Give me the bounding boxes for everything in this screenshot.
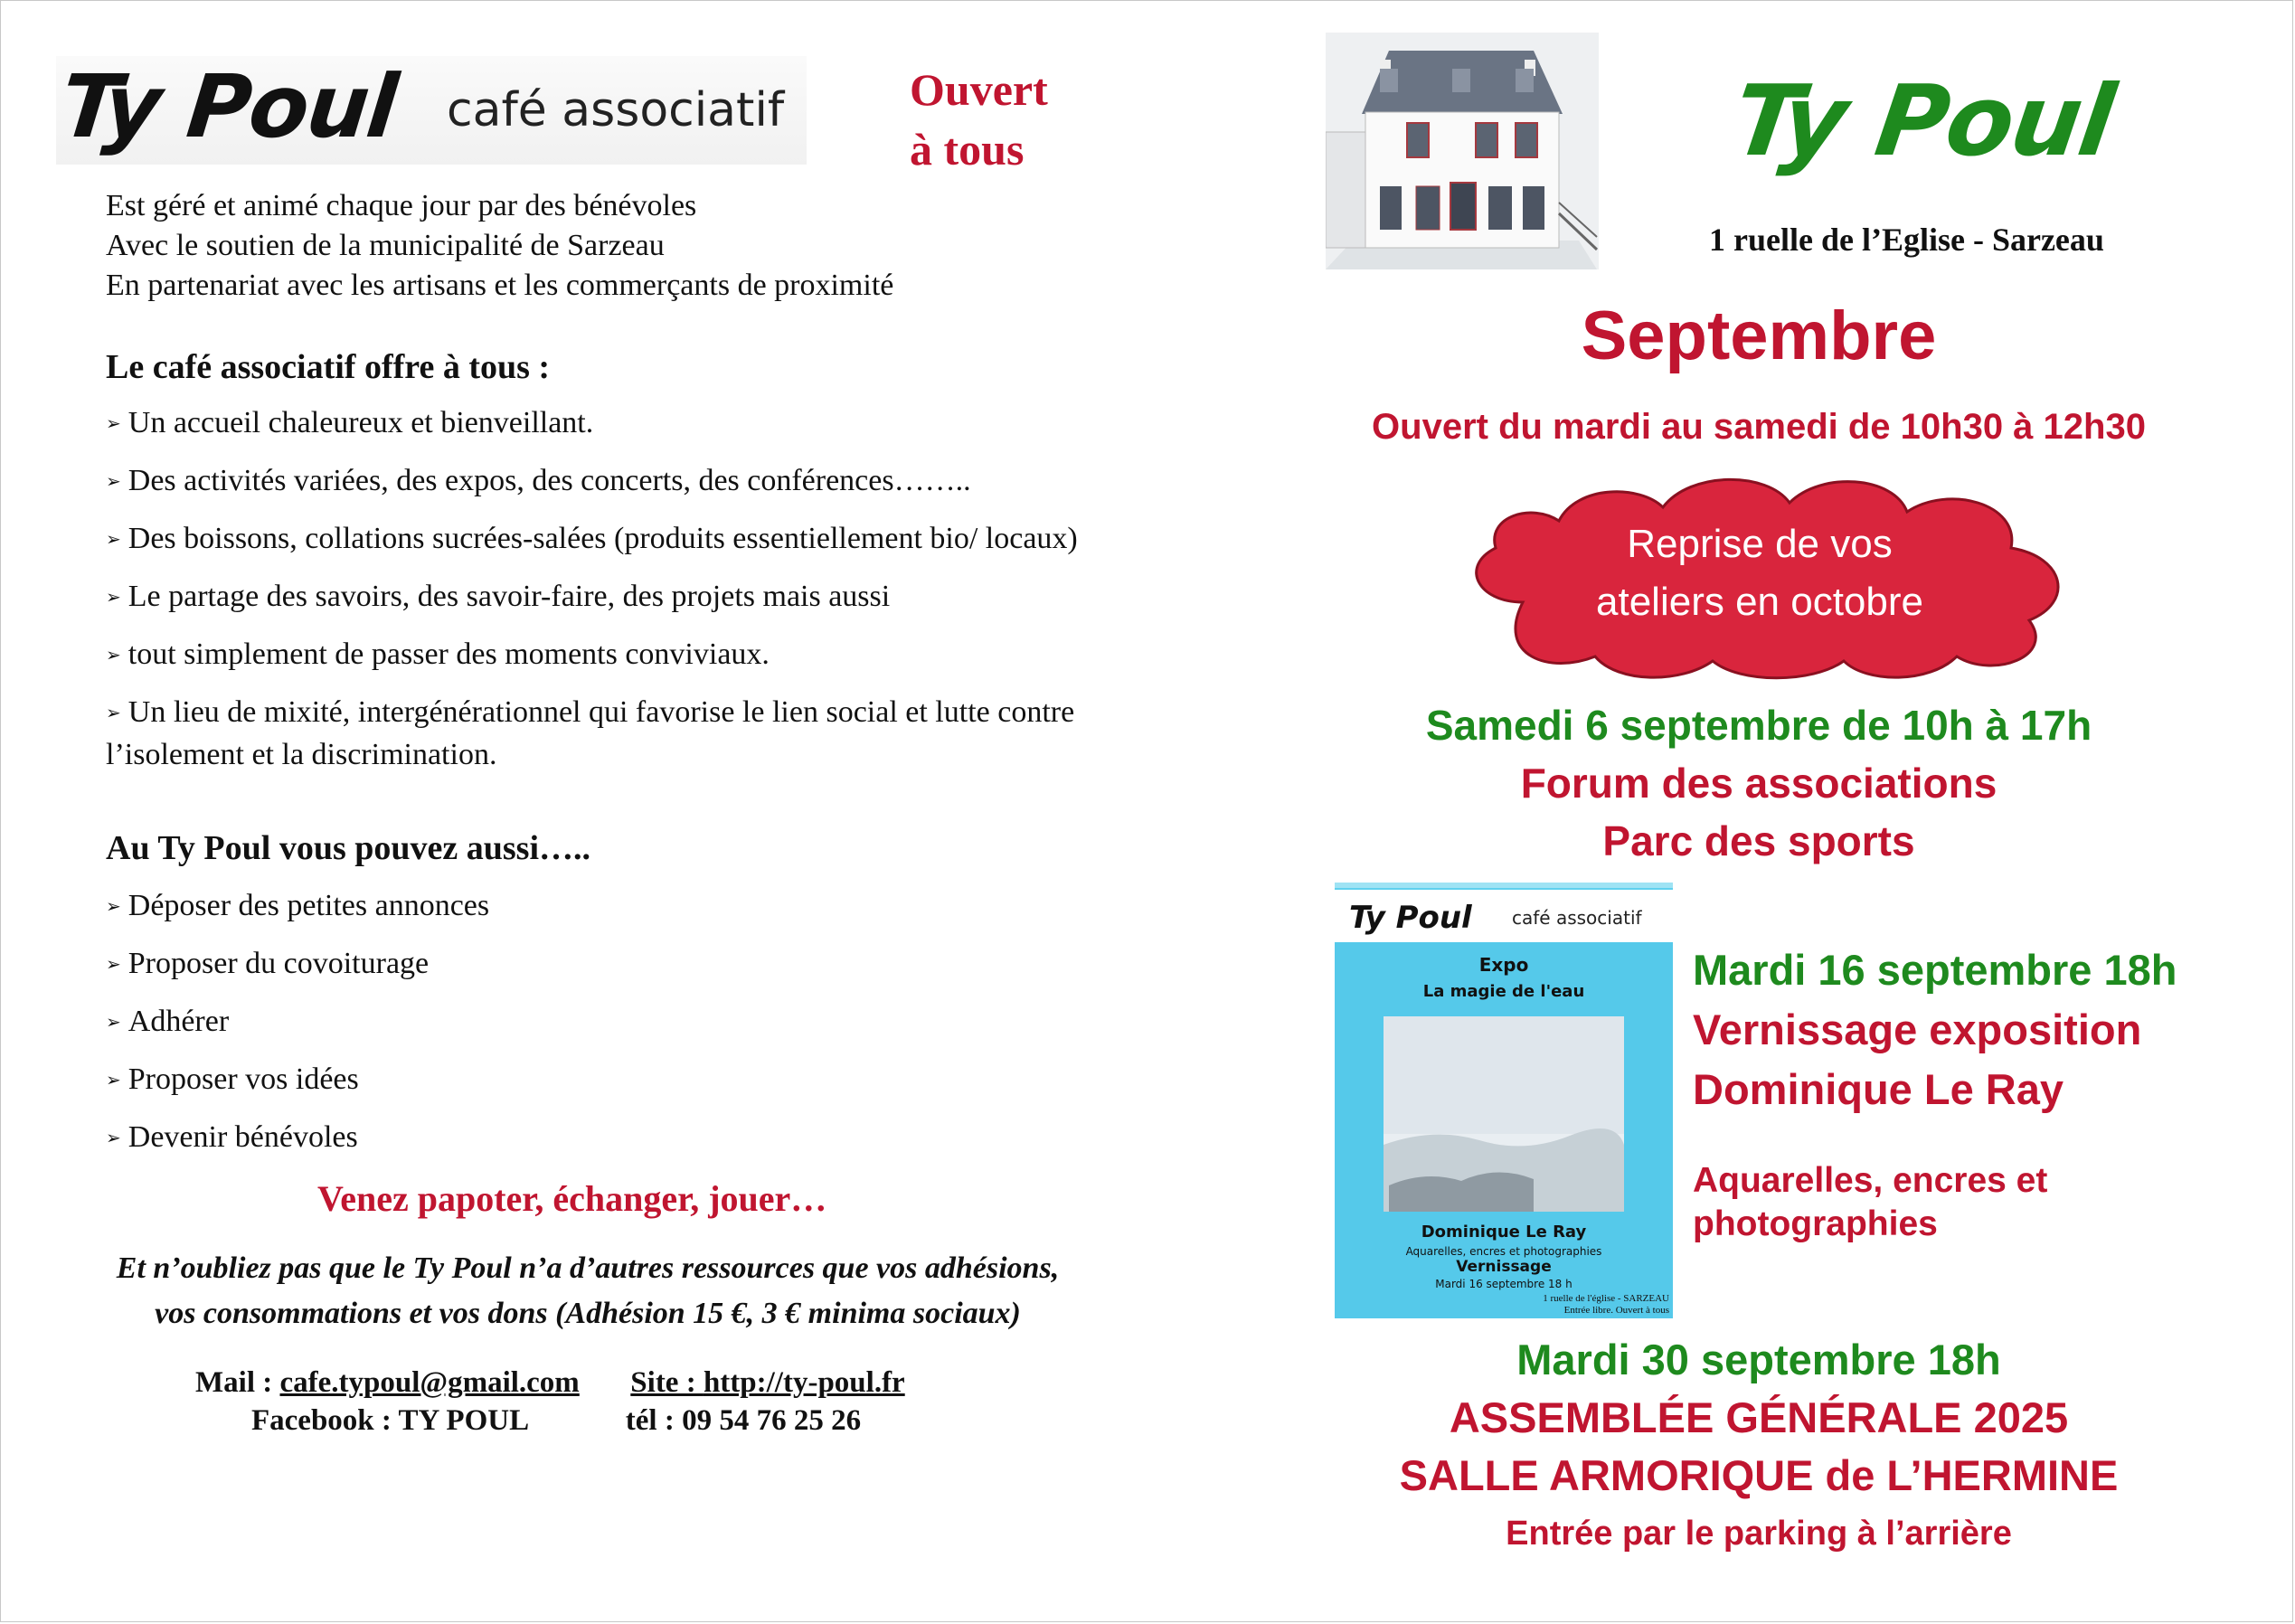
event-date: Mardi 16 septembre 18h (1693, 946, 2177, 994)
event-place: Parc des sports (1602, 817, 1915, 864)
phone-text: tél : 09 54 76 25 26 (625, 1404, 862, 1437)
arrow-bullet-icon: ➢ (106, 953, 121, 975)
month-title: Septembre (1581, 297, 1937, 374)
event-place: SALLE ARMORIQUE de L’HERMINE (1399, 1451, 2119, 1499)
event-note: Entrée par le parking à l’arrière (1506, 1515, 2012, 1553)
event-forum (1176, 696, 2295, 870)
opening-hours: Ouvert du mardi au samedi de 10h30 à 12h30 (1372, 407, 2146, 447)
event-vernissage-subtitle: Aquarelles, encres et photographies (1693, 1161, 2048, 1243)
cafe-building-illustration (1326, 33, 1599, 269)
ressources-note: Et n’oubliez pas que le Ty Poul n’a d’autres ressources que vos adhésions, vos consommations et vos dons (Adhésion 15 €, 3 € minima sociaux) (116, 1251, 1060, 1330)
intro-text (106, 186, 893, 306)
list-item: ➢ Déposer des petites annonces (106, 889, 490, 922)
contact-block: Mail : cafe.typoul@gmail.com Site : http://ty-poul.fr Facebook : TY POUL tél : 09 54 76 25 26 (195, 1366, 905, 1437)
offre-list (106, 403, 1091, 790)
intro-line: Avec le soutien de la municipalité de Sarzeau (106, 229, 665, 262)
logo-name: Ty Poul (56, 56, 401, 157)
poster-vernissage: Vernissage (1456, 1258, 1552, 1276)
poster-media: Aquarelles, encres et photographies (1405, 1245, 1602, 1258)
expo-poster (1335, 883, 1673, 1318)
arrow-bullet-icon: ➢ (106, 702, 121, 723)
arrow-bullet-icon: ➢ (106, 644, 121, 666)
poster-theme: La magie de l'eau (1422, 982, 1585, 1001)
list-item: ➢ Devenir bénévoles (106, 1120, 358, 1154)
arrow-bullet-icon: ➢ (106, 586, 121, 608)
poster-logo-name: Ty Poul (1349, 900, 1472, 936)
poster-expo: Expo (1478, 954, 1529, 976)
intro-line: Est géré et animé chaque jour par des bénévoles (106, 189, 697, 222)
site-link[interactable]: http://ty-poul.fr (703, 1366, 905, 1399)
email-link[interactable]: cafe.typoul@gmail.com (279, 1366, 580, 1399)
address: 1 ruelle de l’Eglise - Sarzeau (1709, 222, 2104, 258)
venez-tagline: Venez papoter, échanger, jouer… (317, 1178, 827, 1219)
event-assemblee (1176, 1331, 2295, 1563)
list-item: ➢ Des boissons, collations sucrées-salées (produits essentiellement bio/ locaux) (106, 522, 1078, 555)
poster-logo-subtitle: café associatif (1512, 907, 1642, 929)
arrow-bullet-icon: ➢ (106, 528, 121, 550)
cloud-text: Reprise de vos ateliers en octobre (1596, 522, 1923, 624)
list-item: ➢ Des activités variées, des expos, des concerts, des conférences…….. (106, 464, 971, 497)
list-item: ➢ tout simplement de passer des moments conviviaux. (106, 637, 770, 671)
intro-line: En partenariat avec les artisans et les commerçants de proximité (106, 269, 894, 302)
expo-poster-graphic (1335, 883, 1673, 1318)
poster-address: 1 ruelle de l'église - SARZEAU (1543, 1293, 1669, 1304)
event-artist: Dominique Le Ray (1693, 1065, 2064, 1113)
event-date: Mardi 30 septembre 18h (1516, 1336, 2001, 1383)
list-item: ➢ Proposer vos idées (106, 1062, 359, 1096)
aussi-list (106, 886, 489, 1176)
event-vernissage (1693, 940, 2177, 1119)
poster-artist: Dominique Le Ray (1421, 1223, 1587, 1242)
list-item: ➢ Proposer du covoiturage (106, 947, 430, 980)
ouvert-a-tous: Ouvert à tous (910, 64, 1048, 175)
arrow-bullet-icon: ➢ (106, 1069, 121, 1091)
facebook-text: Facebook : TY POUL (251, 1404, 528, 1437)
arrow-bullet-icon: ➢ (106, 1011, 121, 1033)
offre-heading: Le café associatif offre à tous : (106, 348, 551, 386)
arrow-bullet-icon: ➢ (106, 470, 121, 492)
poster-date: Mardi 16 septembre 18 h (1435, 1278, 1572, 1290)
arrow-bullet-icon: ➢ (106, 412, 121, 434)
event-title: ASSEMBLÉE GÉNÉRALE 2025 (1449, 1393, 2069, 1441)
arrow-bullet-icon: ➢ (106, 895, 121, 917)
event-title: Forum des associations (1520, 760, 1998, 807)
event-date: Samedi 6 septembre de 10h à 17h (1425, 702, 2092, 749)
arrow-bullet-icon: ➢ (106, 1127, 121, 1148)
poster-entry: Entrée libre. Ouvert à tous (1563, 1305, 1669, 1316)
list-item: ➢ Un lieu de mixité, intergénérationnel qui favorise le lien social et lutte contre l’isolement et la discrimination. (106, 695, 1075, 771)
list-item: ➢ Un accueil chaleureux et bienveillant. (106, 406, 594, 439)
event-title: Vernissage exposition (1693, 1006, 2142, 1053)
list-item: ➢ Le partage des savoirs, des savoir-faire, des projets mais aussi (106, 580, 891, 613)
right-logo-name: Ty Poul (1726, 65, 2120, 178)
logo-subtitle: café associatif (447, 83, 785, 137)
list-item: ➢ Adhérer (106, 1005, 230, 1038)
aussi-heading: Au Ty Poul vous pouvez aussi….. (106, 829, 591, 867)
